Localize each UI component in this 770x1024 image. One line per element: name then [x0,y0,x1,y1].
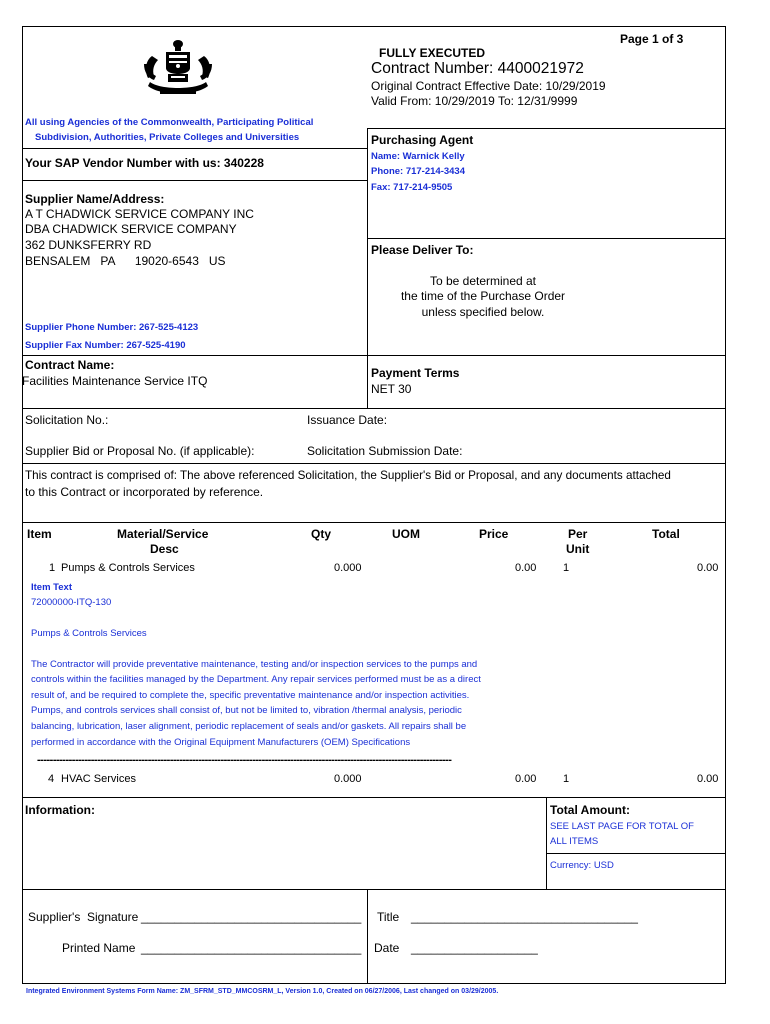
divider [22,180,367,181]
agent-phone: Phone: 717-214-3434 [371,166,465,177]
header-vertical-divider [367,128,368,408]
row-1-total: 0.00 [697,562,719,574]
supplier-bid-no: Supplier Bid or Proposal No. (if applicable): [25,444,255,458]
contract-name-value: Facilities Maintenance Service ITQ [22,374,208,388]
divider [367,128,726,129]
divider [22,522,726,523]
divider [22,797,726,798]
row-2-total: 0.00 [697,773,719,785]
currency: Currency: USD [550,860,614,871]
title-label: Title [377,910,400,924]
item-desc-line-5: balancing, lubrication, laser alignment, periodic replacement of seals and/or gaskets. All repairs shall be [31,721,467,732]
divider [22,408,726,409]
comprised-line-2: to this Contract or incorporated by reference. [25,485,264,499]
divider [22,463,726,464]
row-1-item: 1 [49,562,56,574]
divider [22,889,726,890]
total-amount-label: Total Amount: [550,803,630,817]
information-label: Information: [25,803,95,817]
contract-number: Contract Number: 4400021972 [371,60,584,77]
form-footer: Integrated Environment Systems Form Name: ZM_SFRM_STD_MMCOSRM_L, Version 1.0, Created on 06/27/2006, Last changed on 03/29/2005. [26,988,499,995]
sap-vendor-number: Your SAP Vendor Number with us: 340228 [25,156,264,170]
row-2-price: 0.00 [515,773,537,785]
col-per-1: Per [568,527,588,541]
deliver-line-3: unless specified below. [421,305,545,319]
supplier-phone: Supplier Phone Number: 267-525-4123 [25,322,199,333]
col-per-2: Unit [566,542,590,556]
item-desc-line-3: result of, and be required to complete the, specific preventative maintenance and/or inspection activities. [31,690,470,701]
supplier-line-1: A T CHADWICK SERVICE COMPANY INC [25,207,254,221]
row-1-qty: 0.000 [334,562,362,574]
agent-fax: Fax: 717-214-9505 [371,182,453,193]
date-label: Date [374,941,400,955]
item-desc-line-6: performed in accordance with the Original Equipment Manufacturers (OEM) Specifications [31,737,411,748]
date-line[interactable]: ___________________ [411,941,538,955]
item-desc-line-4: Pumps, and controls services shall consist of, but not be limited to, vibration /thermal analysis, periodic [31,705,462,716]
supplier-signature-label: Supplier's Signature [28,910,139,924]
signature-vertical-divider [367,889,368,984]
purchasing-agent-title: Purchasing Agent [371,133,474,147]
deliver-line-1: To be determined at [429,274,537,288]
row-2-item: 4 [48,773,55,785]
row-1-price: 0.00 [515,562,537,574]
title-line[interactable]: __________________________________ [411,910,638,924]
valid-dates: Valid From: 10/29/2019 To: 12/31/9999 [371,94,578,108]
supplier-line-4: BENSALEM PA 19020-6543 US [25,254,226,268]
col-desc-1: Material/Service [117,527,209,541]
total-note-1: SEE LAST PAGE FOR TOTAL OF [550,821,694,832]
item-separator: ----------------------------------------------------------------------------------------------------------------------------------- [37,754,452,766]
total-note-2: ALL ITEMS [550,836,599,847]
fully-executed-label: FULLY EXECUTED [379,46,486,60]
deliver-line-2: the time of the Purchase Order [400,289,566,303]
contract-name-label: Contract Name: [25,358,115,372]
col-price: Price [479,527,509,541]
printed-name-line[interactable]: _________________________________ [141,941,362,955]
item-code: 72000000-ITQ-130 [31,597,112,608]
supplier-line-3: 362 DUNKSFERRY RD [25,238,152,252]
row-1-desc: Pumps & Controls Services [61,562,195,574]
solicitation-no: Solicitation No.: [25,413,109,427]
divider [367,238,726,239]
supplier-line-2: DBA CHADWICK SERVICE COMPANY [25,222,237,236]
deliver-to-title: Please Deliver To: [371,243,474,257]
col-uom: UOM [392,527,420,541]
issuance-date: Issuance Date: [307,413,388,427]
col-desc-2: Desc [150,542,179,556]
item-desc-line-2: controls within the facilities managed by the Department. Any repair services performed must be as a direct [31,674,481,685]
agent-name: Name: Warnick Kelly [371,151,465,162]
agencies-line-2: Subdivision, Authorities, Private Colleges and Universities [35,132,300,143]
col-total: Total [652,527,680,541]
supplier-label: Supplier Name/Address: [25,192,165,206]
comprised-line-1: This contract is comprised of: The above referenced Solicitation, the Supplier's Bid or Proposal, and any documents attached [25,469,671,482]
row-2-desc: HVAC Services [61,773,136,785]
col-qty: Qty [311,527,332,541]
payment-terms-value: NET 30 [371,382,412,396]
payment-terms-label: Payment Terms [371,366,460,380]
item-title: Pumps & Controls Services [31,628,147,639]
divider [546,853,726,854]
supplier-fax: Supplier Fax Number: 267-525-4190 [25,340,186,351]
commonwealth-seal-icon [138,36,218,100]
agencies-line-1: All using Agencies of the Commonwealth, Participating Political [25,117,314,128]
supplier-signature-line[interactable]: _________________________________ [141,910,362,924]
item-text-label: Item Text [31,582,73,593]
page-number: Page 1 of 3 [620,32,684,46]
printed-name-label: Printed Name [62,941,136,955]
submission-date: Solicitation Submission Date: [307,444,463,458]
divider [22,355,726,356]
total-vertical-divider [546,797,547,889]
row-1-per: 1 [563,562,570,574]
divider [22,148,367,149]
item-desc-line-1: The Contractor will provide preventative maintenance, testing and/or inspection services to the pumps and [31,659,478,670]
row-2-per: 1 [563,773,570,785]
col-item: Item [27,527,52,541]
row-2-qty: 0.000 [334,773,362,785]
original-effective-date: Original Contract Effective Date: 10/29/2019 [371,79,606,93]
